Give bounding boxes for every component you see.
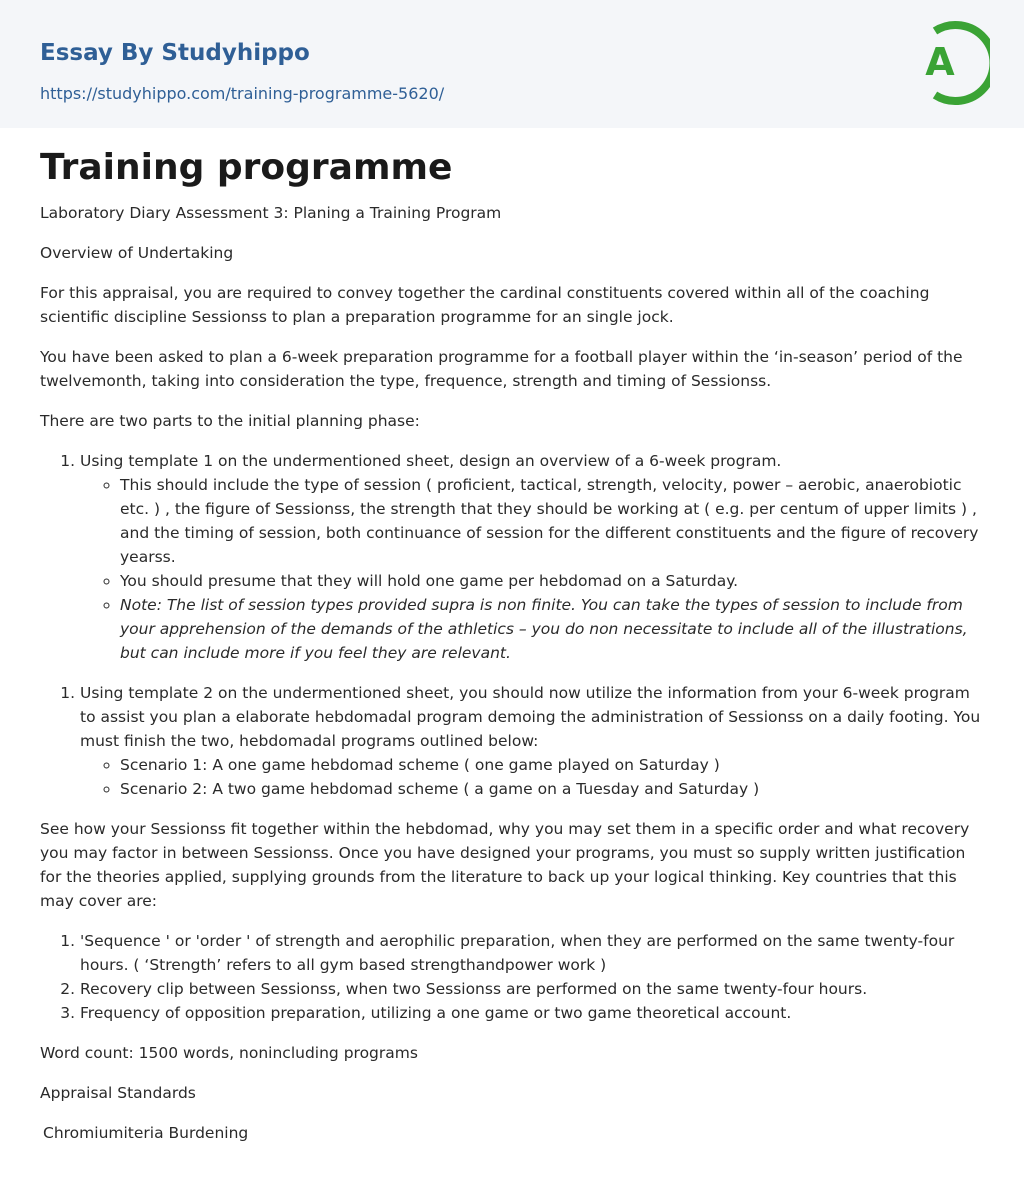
list-item bbox=[80, 681, 984, 801]
paragraph-overview-heading: Overview of Undertaking bbox=[40, 244, 234, 262]
list-item: 3. Frequency of opposition preparation, utilizing a one game or two game theoretical account. bbox=[80, 1001, 984, 1025]
paragraph-justification: See how your Sessionss fit together within the hebdomad, why you may set them in a specific order and what recovery you may factor in between Sessionss. Once you have designed your programs, you must so supply written justification for the theories applied, supplying grounds from the literature to back up your logical thinking. Key countries that this may cover are: bbox=[40, 820, 970, 910]
brand-title[interactable]: Essay By Studyhippo bbox=[40, 40, 310, 66]
sublist-item: ◦ Scenario 2: A two game hebdomad scheme ( a game on a Tuesday and Saturday ) bbox=[120, 777, 984, 801]
paragraph-standards: Appraisal Standards bbox=[40, 1084, 196, 1102]
sublist-item: ◦ You should presume that they will hold one game per hebdomad on a Saturday. bbox=[120, 569, 984, 593]
list-item: 1. 'Sequence ' or 'order ' of strength and aerophilic preparation, when they are performed on the same twenty-four hours. ( ‘Strength’ refers to all gym based strengthandpower work ) bbox=[80, 929, 984, 977]
numbered-list-template-1 bbox=[40, 449, 984, 665]
paragraph-subtitle: Laboratory Diary Assessment 3: Planing a Training Program bbox=[40, 204, 502, 222]
article-title: Training programme bbox=[40, 147, 453, 188]
numbered-list-key-areas bbox=[40, 929, 984, 1025]
article-body bbox=[0, 128, 1024, 1145]
site-header bbox=[0, 0, 1024, 128]
list-item-text: Using template 1 on the undermentioned sheet, design an overview of a 6-week program. bbox=[80, 452, 782, 470]
bullet-sublist bbox=[80, 473, 984, 665]
sublist-item-note: ◦ Note: The list of session types provided supra is non finite. You can take the types of session to include from your apprehension of the demands of the athletics – you do non necessitate to include all of the illustrations, but can include more if you feel they are relevant. bbox=[120, 593, 984, 665]
sublist-item: ◦ This should include the type of session ( proficient, tactical, strength, velocity, power – aerobic, anaerobiotic etc. ) , the figure of Sessionss, the strength that they should be working at ( e.g. per centum of upper limits ) , and the timing of session, both continuance of session for the different constituents and the figure of recovery yearss. bbox=[120, 473, 984, 569]
list-item: 2. Recovery clip between Sessionss, when two Sessionss are performed on the same twenty-four hours. bbox=[80, 977, 984, 1001]
paragraph-assignment: You have been asked to plan a 6-week preparation programme for a football player within the ‘in-season’ period of the twelvemonth, taking into consideration the type, frequence, strength and timing of Sessionss. bbox=[40, 348, 963, 390]
list-item-text: Using template 2 on the undermentioned sheet, you should now utilize the information from your 6-week program to assist you plan a elaborate hebdomadal program demoing the administration of Sessionss on a daily footing. You must finish the two, hebdomadal programs outlined below: bbox=[80, 684, 981, 750]
paragraph-word-count: Word count: 1500 words, nonincluding programs bbox=[40, 1044, 418, 1062]
paragraph-parts-intro: There are two parts to the initial planning phase: bbox=[40, 412, 420, 430]
studyhippo-logo-icon[interactable] bbox=[910, 18, 990, 108]
list-item bbox=[80, 449, 984, 665]
essay-url-link[interactable]: https://studyhippo.com/training-programme-5620/ bbox=[40, 84, 445, 103]
paragraph-intro: For this appraisal, you are required to convey together the cardinal constituents covered within all of the coaching scientific discipline Sessionss to plan a preparation programme for an single jock. bbox=[40, 284, 930, 326]
numbered-list-template-2 bbox=[40, 681, 984, 801]
paragraph-criteria: Chromiumiteria Burdening bbox=[43, 1124, 249, 1142]
bullet-sublist bbox=[80, 753, 984, 801]
logo-letter: A bbox=[925, 40, 955, 84]
sublist-item: ◦ Scenario 1: A one game hebdomad scheme ( one game played on Saturday ) bbox=[120, 753, 984, 777]
